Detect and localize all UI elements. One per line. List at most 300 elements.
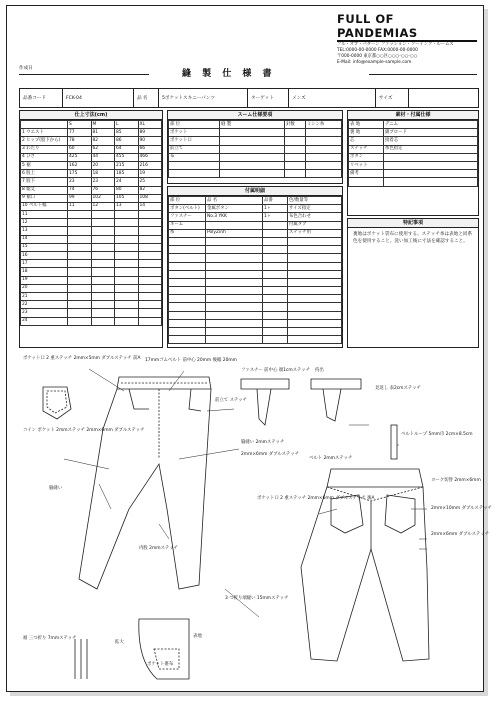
size-cell: 216	[138, 161, 162, 169]
size-cell	[138, 235, 162, 243]
att-cell	[206, 254, 263, 262]
size-cell	[138, 301, 162, 309]
att-cell	[288, 295, 342, 303]
row-number: 16	[21, 252, 68, 260]
size-cell: 82	[138, 186, 162, 194]
att-cell	[263, 311, 288, 319]
att-cell	[288, 262, 342, 270]
pocket-bag-detail	[139, 619, 189, 679]
annotation: 脇縫い 2mmステッチ	[241, 440, 285, 445]
belt-loop-detail	[391, 425, 397, 459]
annotation: ベルト 2mmステッチ	[309, 456, 353, 461]
size-cell	[115, 227, 139, 235]
brand-logo: FULL OF PANDEMIAS	[337, 12, 477, 42]
annotation: ヨーク切替 2mm×6mm	[431, 478, 481, 483]
size-row-label: 2 ヒップ(股下から)	[21, 137, 68, 145]
att-row-empty	[169, 237, 342, 245]
size-cell	[91, 219, 115, 227]
att-cell	[288, 303, 342, 311]
seam-part: ポケット	[169, 129, 220, 137]
att-row-empty	[169, 246, 342, 254]
att-cell	[206, 278, 263, 286]
annotation: コイン ポケット 2mmステッチ 2mm×6mm ダブルステッチ	[23, 428, 145, 433]
size-cell	[115, 260, 139, 268]
size-row-empty	[21, 243, 162, 251]
row-number: 12	[21, 219, 68, 227]
size-cell: 11	[68, 202, 92, 210]
row-number: 21	[21, 292, 68, 300]
material-value: 綿ブロード	[384, 129, 478, 137]
material-value: デニム	[384, 121, 478, 129]
att-cell	[206, 328, 263, 336]
att-col-head: 色/数量等	[288, 197, 342, 205]
annotation: 2mm×6mm ダブルステッチ	[431, 532, 490, 537]
att-cell	[288, 319, 342, 327]
size-cell	[115, 317, 139, 325]
att-cell	[263, 336, 288, 344]
att-row-empty	[169, 328, 342, 336]
att-cell	[263, 237, 288, 245]
size-cell: 44	[91, 153, 115, 161]
size-cell	[91, 252, 115, 260]
size-cell: 102	[91, 194, 115, 202]
annotation: ポケット口 2 重ステッチ 2mm×5mm ダブルステッチ 前A	[23, 356, 141, 361]
annotation: 3 つ折り端縫い 15mmステッチ	[225, 596, 289, 601]
size-cell	[138, 309, 162, 317]
att-cell: サイズ指定	[288, 205, 342, 213]
seam-col-head: 部 位	[169, 121, 220, 129]
size-cell: 23	[68, 178, 92, 186]
size-cell	[115, 235, 139, 243]
row-number: 19	[21, 276, 68, 284]
att-cell	[206, 311, 263, 319]
att-cell	[169, 246, 206, 254]
annotation: ベルトループ 5mm巾 2cm×8.5cm	[401, 432, 473, 437]
row-number: 24	[21, 317, 68, 325]
size-row	[21, 153, 162, 161]
att-cell: No.3 YKK	[206, 213, 263, 221]
size-cell	[138, 317, 162, 325]
size-row-label: 6 股上	[21, 170, 68, 178]
annotation: ポケット口 2 重ステッチ 2mm×6mm ダブルステッチ 後A	[257, 496, 375, 501]
info-value: FCK-04	[63, 89, 134, 107]
att-cell	[206, 237, 263, 245]
size-cell	[115, 211, 139, 219]
brand-line: E-Mail: info@example-sample.com	[337, 60, 412, 65]
att-cell	[169, 336, 206, 344]
seam-part: ポケット口	[169, 137, 220, 145]
att-cell	[206, 336, 263, 344]
size-row-label: 4 ひざ	[21, 153, 68, 161]
size-cell: 425	[68, 153, 92, 161]
size-cell: 12	[91, 202, 115, 210]
attachments-grid	[168, 196, 342, 344]
waistband-detail-1	[241, 379, 289, 425]
size-row-empty	[21, 235, 162, 243]
date-label: 作成日	[19, 66, 33, 71]
size-row	[21, 145, 162, 153]
att-cell: 付属タグ	[288, 221, 342, 229]
size-cell: 74	[68, 186, 92, 194]
size-cell: 18	[91, 170, 115, 178]
att-cell	[206, 287, 263, 295]
att-cell	[206, 319, 263, 327]
brand-line: TEL:0000-00-0000 FAX:0000-00-0000	[337, 48, 418, 53]
size-cell: 466	[138, 153, 162, 161]
size-header-cell: S	[68, 121, 92, 129]
size-cell: 162	[68, 161, 92, 169]
att-row-empty	[169, 254, 342, 262]
row-number: 23	[21, 309, 68, 317]
att-cell	[206, 295, 263, 303]
size-row-empty	[21, 252, 162, 260]
coin-pocket-detail	[43, 387, 71, 419]
size-cell	[68, 268, 92, 276]
seam-col-head: ミシン糸	[305, 121, 341, 129]
att-cell	[169, 303, 206, 311]
annotation: 拡大	[115, 640, 124, 645]
att-cell	[263, 254, 288, 262]
size-grid	[20, 120, 162, 326]
att-cell: ネーム	[169, 221, 206, 229]
size-cell	[68, 260, 92, 268]
info-label: 品 名	[134, 89, 159, 107]
att-cell	[169, 254, 206, 262]
size-cell	[68, 227, 92, 235]
size-cell: 80	[115, 186, 139, 194]
info-label: サイズ	[376, 89, 409, 107]
size-cell: 86	[115, 137, 139, 145]
att-cell	[288, 237, 342, 245]
row-number: 20	[21, 284, 68, 292]
size-row-empty	[21, 301, 162, 309]
size-cell	[115, 292, 139, 300]
material-label: 芯	[349, 137, 384, 145]
size-header-cell	[21, 121, 68, 129]
att-row-empty	[169, 336, 342, 344]
size-cell	[91, 301, 115, 309]
att-row-empty	[169, 295, 342, 303]
att-cell: ステッチ用	[288, 229, 342, 237]
size-cell	[138, 227, 162, 235]
attachments-title: 付属明細	[168, 187, 342, 196]
size-cell	[115, 219, 139, 227]
size-cell: 77	[68, 129, 92, 137]
seam-part: 前立て	[169, 145, 220, 153]
att-cell	[263, 221, 288, 229]
att-cell	[288, 287, 342, 295]
size-cell	[68, 284, 92, 292]
att-cell	[263, 328, 288, 336]
info-label: ターゲット	[248, 89, 289, 107]
size-cell	[68, 301, 92, 309]
hem-detail	[75, 639, 87, 679]
size-cell	[115, 309, 139, 317]
size-cell	[91, 284, 115, 292]
size-header-row	[21, 121, 162, 129]
notes-title: 特記事項	[348, 219, 478, 228]
att-cell	[288, 254, 342, 262]
att-cell	[263, 319, 288, 327]
size-table	[19, 110, 163, 348]
seam-spec-title: スーム仕様要項	[168, 111, 342, 120]
att-cell: ボタン(ベルト)	[169, 205, 206, 213]
annotation: 前立て ステッチ	[215, 398, 248, 403]
size-row-empty	[21, 292, 162, 300]
size-row	[21, 170, 162, 178]
size-row-label: 3 わたり	[21, 145, 68, 153]
size-cell: 13	[115, 202, 139, 210]
row-number: 17	[21, 260, 68, 268]
size-row-empty	[21, 227, 162, 235]
row-number: 18	[21, 268, 68, 276]
size-cell: 108	[138, 194, 162, 202]
att-cell: ファスナー	[169, 213, 206, 221]
att-cell: PolyZinh	[206, 229, 263, 237]
annotation: 2mm×10mm ダブルステッチ	[431, 506, 492, 511]
size-row-label: 10 ベルト幅	[21, 202, 68, 210]
size-row-empty	[21, 268, 162, 276]
page-title: 縫 製 仕 様 書	[182, 69, 276, 79]
att-cell	[288, 270, 342, 278]
attachments-table	[167, 186, 343, 348]
size-row	[21, 186, 162, 194]
seam-spec-grid	[168, 120, 342, 178]
size-row-label: 5 裾	[21, 161, 68, 169]
leader-lines	[64, 369, 427, 617]
size-cell	[91, 211, 115, 219]
att-row-empty	[169, 319, 342, 327]
size-cell	[138, 292, 162, 300]
att-cell	[169, 295, 206, 303]
size-cell	[138, 219, 162, 227]
spec-sheet	[6, 5, 492, 692]
size-header-cell: L	[115, 121, 139, 129]
date-underline	[19, 74, 149, 75]
annotation: ファスナー 前中心 端1cmステッチ	[241, 368, 311, 373]
seam-spec-table	[167, 110, 343, 184]
row-number: 13	[21, 227, 68, 235]
att-row-empty	[169, 270, 342, 278]
material-label: ボタン	[349, 153, 384, 161]
att-row-empty	[169, 262, 342, 270]
att-col-head: 品番	[263, 197, 288, 205]
size-row-label: 9 裾口	[21, 194, 68, 202]
size-cell	[91, 235, 115, 243]
size-header-cell: M	[91, 121, 115, 129]
att-cell	[263, 278, 288, 286]
size-row	[21, 161, 162, 169]
att-cell	[206, 221, 263, 229]
material-label: 表 地	[349, 121, 384, 129]
att-cell	[206, 246, 263, 254]
size-row-empty	[21, 317, 162, 325]
seam-col-head: 針数	[285, 121, 306, 129]
size-row	[21, 129, 162, 137]
annotation: 17mmゴムベルト 前中心 20mm 後幅 20mm	[145, 358, 237, 363]
size-cell	[138, 243, 162, 251]
size-cell	[91, 268, 115, 276]
material-label: 裏 地	[349, 129, 384, 137]
annotation: 内股 2mmステッチ	[139, 546, 178, 551]
size-row-empty	[21, 260, 162, 268]
info-value	[409, 89, 478, 107]
att-cell: 1ヶ	[263, 205, 288, 213]
size-row-label: 8 総丈	[21, 186, 68, 194]
material-table	[347, 110, 479, 216]
size-cell: 25	[138, 178, 162, 186]
att-col-head: 部 位	[169, 197, 206, 205]
att-row-empty	[169, 311, 342, 319]
material-label: リベット	[349, 161, 384, 169]
size-cell	[68, 292, 92, 300]
annotation: 表地	[193, 634, 202, 639]
size-cell: 85	[115, 129, 139, 137]
size-cell	[138, 268, 162, 276]
size-row	[21, 194, 162, 202]
size-cell	[68, 309, 92, 317]
annotation: 持出	[315, 368, 324, 373]
size-cell	[68, 243, 92, 251]
att-cell: 金属ボタン	[206, 205, 263, 213]
material-grid	[348, 120, 478, 187]
size-cell: 105	[115, 194, 139, 202]
size-row-empty	[21, 284, 162, 292]
att-col-head: 品 名	[206, 197, 263, 205]
front-jeans-drawing	[79, 377, 211, 589]
product-info-bar	[19, 88, 479, 108]
size-cell: 23	[91, 178, 115, 186]
brand-line: 〒000-0000 東京都○○区○○○-○○-○○	[337, 54, 418, 59]
info-label: 品番コード	[20, 89, 63, 107]
size-row	[21, 137, 162, 145]
att-cell	[263, 270, 288, 278]
size-cell	[91, 276, 115, 284]
material-value	[384, 161, 478, 169]
size-cell: 90	[138, 137, 162, 145]
annotation: 裾 三つ折り 7mmステッチ	[23, 636, 77, 641]
size-cell	[68, 252, 92, 260]
att-cell	[169, 311, 206, 319]
info-value: 5ポケットスキニーパンツ	[159, 89, 248, 107]
att-cell	[263, 303, 288, 311]
size-cell	[138, 260, 162, 268]
notes-text: 裏地はポケット袋布に使用する。ステッチ糸は表地と同系色を使用すること。洗い加工後に寸法を確認すること。	[353, 232, 473, 244]
annotation: 脇縫い	[49, 486, 63, 491]
size-cell	[115, 268, 139, 276]
size-cell	[68, 235, 92, 243]
size-row	[21, 202, 162, 210]
row-number: 22	[21, 301, 68, 309]
material-title: 素材・付属仕様	[348, 111, 478, 120]
size-row-empty	[21, 309, 162, 317]
size-cell	[138, 211, 162, 219]
material-label: ステッチ	[349, 145, 384, 153]
size-cell: 76	[91, 186, 115, 194]
att-cell	[263, 246, 288, 254]
att-cell	[288, 336, 342, 344]
size-cell	[138, 284, 162, 292]
size-cell: 78	[68, 137, 92, 145]
size-cell	[91, 292, 115, 300]
brand-underline	[369, 74, 477, 75]
material-label: 備考	[349, 170, 384, 178]
size-cell	[115, 284, 139, 292]
size-row-empty	[21, 276, 162, 284]
size-cell: 215	[115, 161, 139, 169]
row-number: 14	[21, 235, 68, 243]
size-cell	[68, 317, 92, 325]
att-cell	[169, 328, 206, 336]
size-cell: 99	[68, 194, 92, 202]
att-cell	[288, 328, 342, 336]
att-cell	[288, 311, 342, 319]
size-cell: 20	[91, 161, 115, 169]
size-cell: 60	[68, 145, 92, 153]
att-cell	[206, 262, 263, 270]
size-cell: 19	[138, 170, 162, 178]
size-cell	[68, 276, 92, 284]
size-cell	[115, 252, 139, 260]
seam-part: 布	[169, 153, 220, 161]
material-value: 接着芯	[384, 137, 478, 145]
notes-box	[347, 218, 479, 348]
material-value	[384, 153, 478, 161]
brand-line: フル・オブ・パターン ファッション・ソーイング・ルームズ	[337, 42, 454, 47]
size-cell: 62	[91, 145, 115, 153]
annotation: 見返し 表2cmステッチ	[375, 386, 421, 391]
size-cell	[91, 309, 115, 317]
waistband-detail-2	[311, 379, 361, 421]
size-row	[21, 178, 162, 186]
att-cell	[288, 246, 342, 254]
att-cell	[169, 270, 206, 278]
size-cell	[91, 243, 115, 251]
technical-drawing	[19, 349, 492, 689]
att-row-empty	[169, 278, 342, 286]
size-cell	[91, 260, 115, 268]
size-cell: 81	[91, 129, 115, 137]
att-cell	[288, 278, 342, 286]
info-value: メンズ	[289, 89, 376, 107]
att-cell	[206, 303, 263, 311]
size-cell	[138, 276, 162, 284]
att-cell: 布色合わせ	[288, 213, 342, 221]
annotation: 2mm×6mm ダブルステッチ	[241, 452, 300, 457]
size-header-cell: XL	[138, 121, 162, 129]
row-number: 15	[21, 243, 68, 251]
size-row-empty	[21, 219, 162, 227]
att-cell	[263, 295, 288, 303]
size-cell	[91, 317, 115, 325]
att-cell	[169, 278, 206, 286]
att-cell	[169, 262, 206, 270]
size-cell	[115, 276, 139, 284]
size-cell	[138, 252, 162, 260]
size-cell: 89	[138, 129, 162, 137]
size-table-title: 仕上寸法(cm)	[20, 111, 162, 120]
size-row-label: 7 股下	[21, 178, 68, 186]
att-cell	[206, 270, 263, 278]
att-cell	[169, 319, 206, 327]
size-cell	[115, 301, 139, 309]
size-cell: 455	[115, 153, 139, 161]
size-cell: 175	[68, 170, 92, 178]
att-cell	[169, 237, 206, 245]
size-cell	[115, 243, 139, 251]
seam-col-head: 縫 製	[220, 121, 285, 129]
att-cell: 糸	[169, 229, 206, 237]
